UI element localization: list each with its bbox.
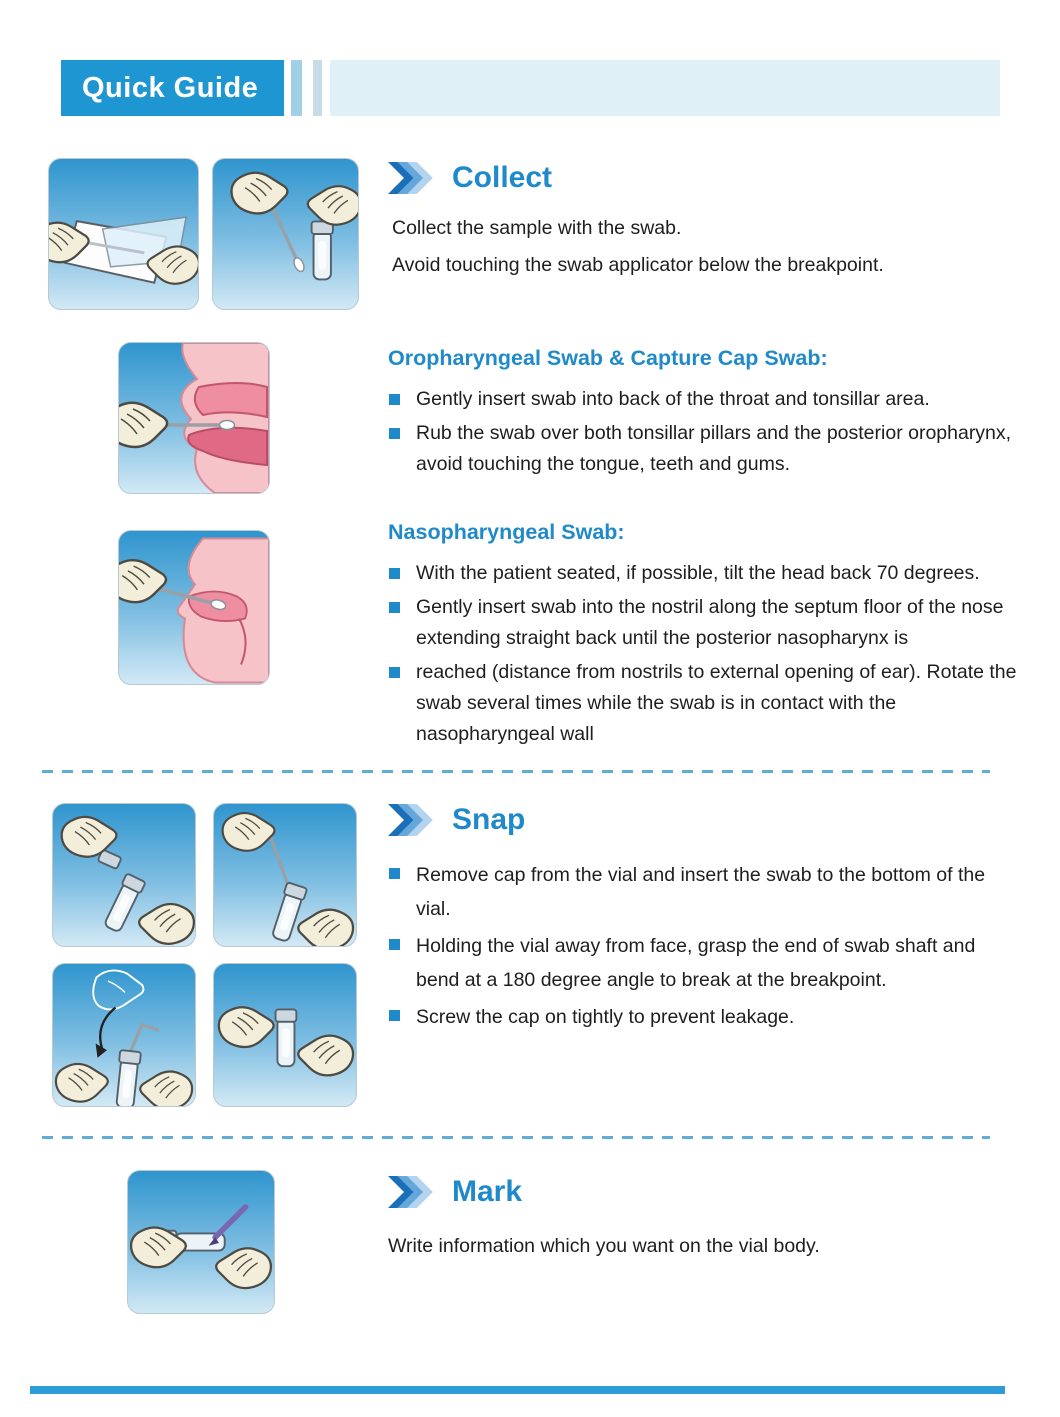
nasopharyngeal-heading: Nasopharyngeal Swab:: [388, 520, 625, 544]
header-accent-bar-3: [330, 60, 1000, 116]
snap-block: [388, 858, 1016, 1037]
bullet-square-icon: [389, 394, 400, 405]
triple-chevron-icon: [388, 800, 436, 840]
snap-break-swab-illustration: [52, 963, 196, 1107]
list-item: Holding the vial away from face, grasp the end of swab shaft and bend at a 180 degree angle to break at the breakpoint.: [388, 929, 1016, 997]
quick-guide-header: [61, 60, 284, 116]
header-accent-bar-2: [313, 60, 322, 116]
triple-chevron-icon: [388, 158, 436, 198]
section-title-snap: Snap: [452, 803, 526, 836]
list-item: Rub the swab over both tonsillar pillars and the posterior oropharynx, avoid touching the tongue, teeth and gums.: [388, 418, 1018, 480]
list-item: Gently insert swab into back of the throat and tonsillar area.: [388, 384, 1018, 415]
list-item: Screw the cap on tightly to prevent leakage.: [388, 1000, 1016, 1034]
section-title-mark: Mark: [452, 1175, 523, 1208]
snap-insert-swab-illustration: [213, 803, 357, 947]
snap-screw-cap-illustration: [213, 963, 357, 1107]
list-item: Remove cap from the vial and insert the swab to the bottom of the vial.: [388, 858, 1016, 926]
list-item: With the patient seated, if possible, tilt the head back 70 degrees.: [388, 558, 1020, 589]
collect-intro: [392, 210, 1012, 284]
bullet-square-icon: [389, 868, 400, 879]
header-accent-bar-1: [291, 60, 302, 116]
nasopharyngeal-block: [388, 520, 1020, 753]
bullet-square-icon: [389, 939, 400, 950]
collect-pouch-illustration: [48, 158, 199, 310]
triple-chevron-icon: [388, 1172, 436, 1212]
oropharyngeal-heading: Oropharyngeal Swab & Capture Cap Swab:: [388, 346, 828, 370]
list-item: reached (distance from nostrils to external opening of ear). Rotate the swab several times while the swab is in contact with the nasopharyngeal wall: [388, 657, 1020, 750]
bullet-square-icon: [389, 1010, 400, 1021]
collect-swab-vial-illustration: [212, 158, 359, 310]
snap-remove-cap-illustration: [52, 803, 196, 947]
list-item: Gently insert swab into the nostril along the septum floor of the nose extending straight back until the posterior nasopharynx is: [388, 592, 1020, 654]
mark-vial-illustration: [127, 1170, 275, 1314]
footer-bar: [30, 1386, 1005, 1394]
collect-intro-line: Avoid touching the swab applicator below the breakpoint.: [392, 254, 884, 276]
oropharyngeal-illustration: [118, 342, 270, 494]
section-title-collect: Collect: [452, 161, 553, 194]
bullet-square-icon: [389, 428, 400, 439]
nasopharyngeal-illustration: [118, 530, 270, 685]
collect-intro-line: Collect the sample with the swab.: [392, 217, 682, 239]
dashed-divider: [42, 770, 990, 773]
oropharyngeal-block: [388, 346, 1018, 483]
bullet-square-icon: [389, 568, 400, 579]
mark-text: Write information which you want on the vial body.: [388, 1235, 820, 1257]
bullet-square-icon: [389, 667, 400, 678]
bullet-square-icon: [389, 602, 400, 613]
page-title: Quick Guide: [82, 72, 259, 104]
dashed-divider: [42, 1136, 990, 1139]
